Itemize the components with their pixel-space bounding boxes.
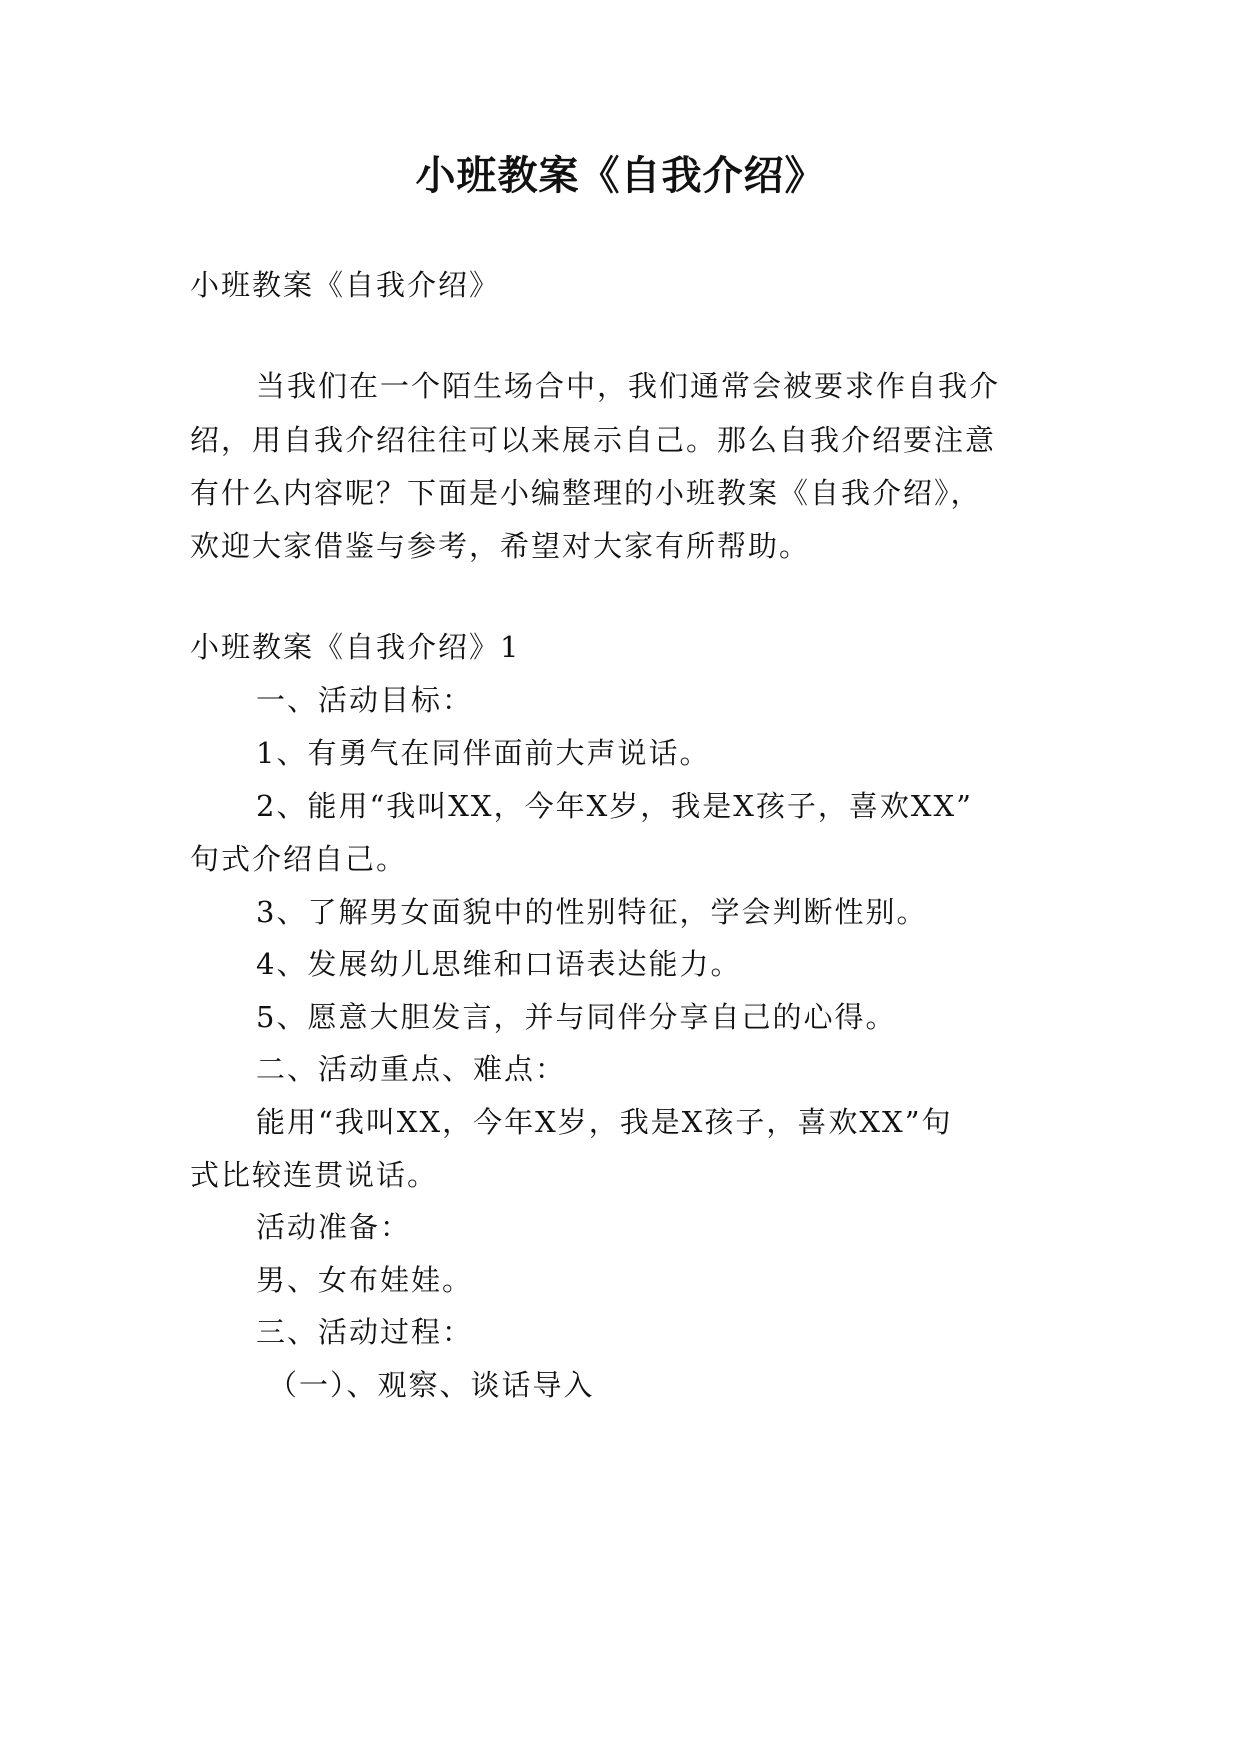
goals-heading: 一、活动目标：: [256, 683, 474, 717]
goal-item-3: 3、了解男女面貌中的性别特征，学会判断性别。: [256, 895, 928, 929]
intro-line-2: 绍，用自我介绍往往可以来展示自己。那么自我介绍要注意: [190, 423, 997, 457]
process-step-1: （一）、观察、谈话导入: [268, 1368, 595, 1402]
document-title: 小班教案《自我介绍》: [415, 152, 826, 199]
preparation-heading: 活动准备：: [256, 1210, 412, 1244]
goal-item-2: 2、能用“我叫XX，今年X岁，我是X孩子，喜欢XX”: [256, 789, 973, 823]
document-subtitle: 小班教案《自我介绍》: [190, 268, 501, 302]
goal-item-1: 1、有勇气在同伴面前大声说话。: [256, 736, 711, 770]
intro-line-4: 欢迎大家借鉴与参考，希望对大家有所帮助。: [190, 529, 811, 563]
key-points-heading: 二、活动重点、难点：: [256, 1052, 567, 1086]
intro-line-1: 当我们在一个陌生场合中，我们通常会被要求作自我介: [256, 369, 1001, 403]
goal-item-4: 4、发展幼儿思维和口语表达能力。: [256, 947, 742, 981]
goal-item-5: 5、愿意大胆发言，并与同伴分享自己的心得。: [256, 1000, 897, 1034]
key-points-continuation: 式比较连贯说话。: [190, 1158, 439, 1192]
process-heading: 三、活动过程：: [256, 1315, 474, 1349]
intro-line-3: 有什么内容呢？下面是小编整理的小班教案《自我介绍》，: [190, 476, 982, 510]
section-heading: 小班教案《自我介绍》1: [190, 630, 521, 664]
key-points-text: 能用“我叫XX，今年X岁，我是X孩子，喜欢XX”句: [256, 1105, 953, 1139]
goal-item-2-continuation: 句式介绍自己。: [190, 842, 408, 876]
preparation-text: 男、女布娃娃。: [256, 1263, 474, 1297]
